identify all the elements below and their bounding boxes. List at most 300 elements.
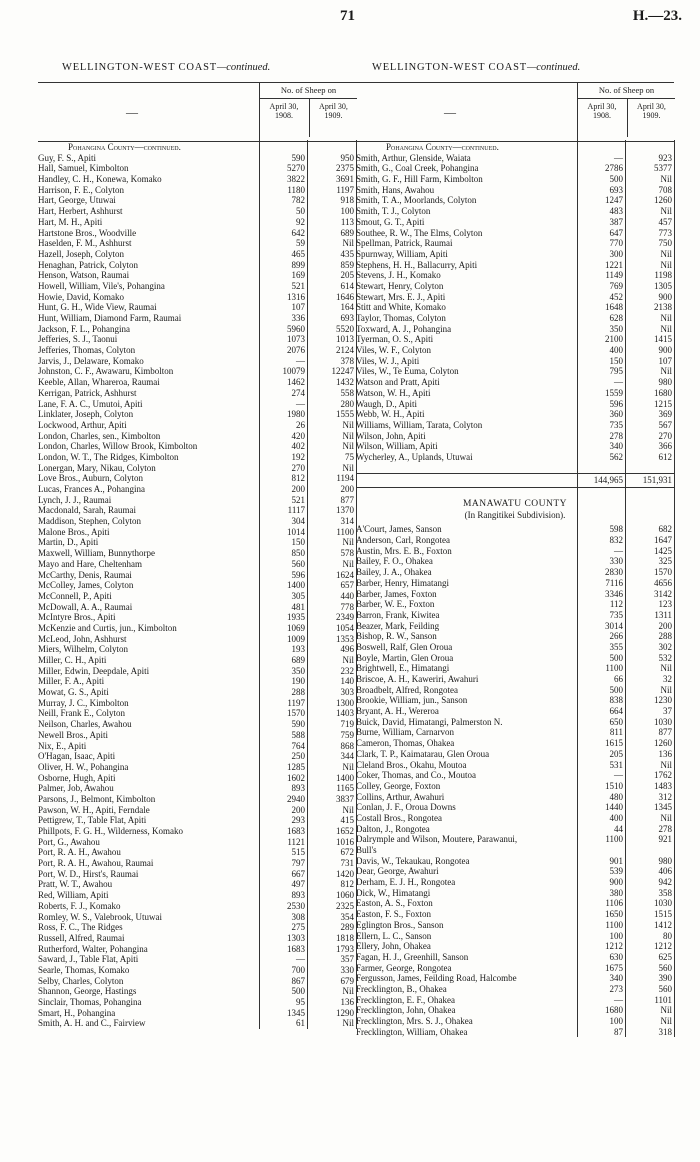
- sheep-1908-cell: 628: [609, 313, 623, 323]
- owner-name-cell: Jackson, F. L., Pohangina: [38, 323, 131, 334]
- sheep-1909-cell: 614: [340, 280, 354, 291]
- table-row: [38, 228, 356, 239]
- sheep-1908-cell: 500: [609, 652, 623, 663]
- table-row: [356, 749, 674, 760]
- table-row: [38, 324, 356, 335]
- owner-name-cell: Pratt, W. T., Awahou: [38, 879, 113, 890]
- sheep-1908-cell: 1316: [287, 291, 305, 302]
- sheep-1909-cell: 1194: [336, 473, 354, 484]
- sheep-1908-cell: 1400: [287, 580, 305, 591]
- table-row: [356, 599, 674, 610]
- sheep-1909-cell: 37: [663, 706, 672, 717]
- owner-name-cell: Keeble, Allan, Whareroa, Raumai: [38, 377, 160, 388]
- owner-name-cell: Broadbelt, Alfred, Rongotea: [356, 684, 458, 695]
- table-row: [356, 356, 674, 367]
- sheep-1909-cell: 366: [658, 441, 672, 452]
- table-row: [356, 888, 674, 899]
- owner-name-cell: Dear, George, Awahuri: [356, 866, 439, 877]
- table-row: [38, 912, 356, 923]
- sheep-1909-cell: 1353: [336, 633, 354, 644]
- sheep-1908-cell: 380: [609, 887, 623, 898]
- owner-name-cell: Port, R. A. H., Awahou: [38, 847, 121, 858]
- owner-name-cell: Brightwell, E., Himatangi: [356, 663, 450, 674]
- table-row: [38, 206, 356, 217]
- table-row: [356, 260, 674, 271]
- owner-name-cell: McColley, James, Colyton: [38, 580, 134, 591]
- table-row: [38, 655, 356, 666]
- sheep-1909-cell: Nil: [660, 259, 672, 270]
- sheep-1909-cell: 312: [658, 791, 672, 802]
- date-1908-header: April 30, 1908.: [587, 102, 617, 120]
- owner-name-cell: Davis, W., Tekaukau, Rongotea: [356, 855, 470, 866]
- sheep-1908-cell: 797: [291, 858, 305, 869]
- owner-name-cell: Colley, George, Foxton: [356, 780, 441, 791]
- sheep-1909-cell: 1345: [654, 802, 672, 813]
- sheep-1909-cell: 1412: [654, 919, 672, 930]
- column-rule: [625, 140, 626, 1037]
- table-row: [356, 546, 674, 557]
- sheep-1909-cell: 980: [658, 377, 672, 388]
- owner-name-cell: Watson and Pratt, Apiti: [356, 377, 440, 388]
- column-rule: [674, 140, 675, 1037]
- sheep-1908-cell: 340: [609, 973, 623, 984]
- table-row: [38, 741, 356, 752]
- sheep-1908-cell: —: [296, 398, 305, 409]
- sheep-1908-cell: 899: [291, 259, 305, 270]
- table-row: [38, 1018, 356, 1029]
- sheep-1908-cell: 1247: [605, 195, 623, 206]
- sheep-1908-cell: 1100: [605, 834, 623, 845]
- table-row: [38, 292, 356, 303]
- owner-name-cell: Romley, W. S., Valebrook, Utuwai: [38, 911, 162, 922]
- sheep-1909-cell: 1030: [654, 898, 672, 909]
- owner-name-cell: Handley, C. H., Konewa, Komako: [38, 174, 162, 185]
- owner-name-cell: Clark, T. P., Kaimatarau, Glen Oroua: [356, 748, 490, 759]
- owner-name-cell: Fergusson, James, Feilding Road, Halcombe: [356, 973, 517, 984]
- sheep-1908-cell: 100: [609, 1016, 623, 1026]
- sheep-1909-cell: 1370: [336, 505, 354, 516]
- table-row: [356, 706, 674, 717]
- sheep-1909-cell: 136: [658, 748, 672, 759]
- table-row: [38, 163, 356, 174]
- sheep-1909-cell: 435: [340, 248, 354, 259]
- sheep-1908-cell: 735: [609, 609, 623, 620]
- sheep-1908-cell: 44: [614, 823, 623, 834]
- table-row: [38, 334, 356, 345]
- sheep-1909-cell: 1432: [336, 377, 354, 388]
- sheep-1909-cell: 900: [658, 345, 672, 356]
- owner-name-cell: Osborne, Hugh, Apiti: [38, 772, 116, 783]
- date-1909-header: April 30, 1909.: [627, 98, 675, 137]
- sheep-1908-cell: 1675: [605, 962, 623, 973]
- sheep-1909-cell: 3691: [336, 174, 354, 185]
- sheep-1909-cell: 1260: [654, 738, 672, 749]
- sheep-1908-cell: 1462: [287, 377, 305, 388]
- table-row: [356, 535, 674, 546]
- sheep-1909-cell: Nil: [342, 430, 354, 441]
- sheep-1909-cell: 1420: [336, 868, 354, 879]
- sheep-1908-cell: 2530: [287, 900, 305, 911]
- sheep-1909-cell: 877: [340, 494, 354, 505]
- sheep-1908-cell: 5960: [287, 323, 305, 334]
- sheep-1908-cell: 192: [291, 451, 305, 462]
- sheep-1908-cell: 2100: [605, 334, 623, 345]
- sheep-1909-cell: 1300: [336, 697, 354, 708]
- sheep-1908-cell: 10079: [282, 366, 305, 377]
- table-row: [38, 484, 356, 495]
- owner-name-cell: Nix, E., Apiti: [38, 740, 87, 751]
- sheep-1908-cell: 590: [291, 719, 305, 730]
- table-row: [38, 933, 356, 944]
- sheep-1908-cell: 500: [291, 986, 305, 997]
- table-row: [356, 813, 674, 824]
- sheep-1908-cell: 1212: [605, 941, 623, 952]
- sheep-1909-cell: 708: [658, 184, 672, 195]
- owner-name-cell: Southee, R. W., The Elms, Colyton: [356, 227, 483, 238]
- sheep-1909-cell: 12247: [331, 366, 354, 377]
- sheep-1908-cell: —: [296, 954, 305, 965]
- sheep-1909-cell: Nil: [342, 419, 354, 430]
- sheep-1908-cell: 400: [609, 812, 623, 823]
- sheep-1908-cell: 150: [291, 537, 305, 548]
- owner-name-cell: Miers, Wilhelm, Colyton: [38, 644, 128, 655]
- owner-name-cell: Eglington Bros., Sanson: [356, 919, 444, 930]
- sheep-1909-cell: 923: [658, 152, 672, 163]
- sheep-1909-cell: 354: [340, 911, 354, 922]
- sheep-1909-cell: 1403: [336, 708, 354, 719]
- sheep-1908-cell: —: [614, 152, 623, 163]
- owner-name-cell: Webb, W. H., Apiti: [356, 409, 425, 420]
- sheep-1909-cell: 278: [658, 823, 672, 834]
- owner-name-cell: Frecklington, E. F., Ohakea: [356, 994, 456, 1005]
- owner-name-cell: Smith, G. F., Hill Farm, Kimbolton: [356, 174, 483, 185]
- table-row: [38, 356, 356, 367]
- table-row: [356, 727, 674, 738]
- sheep-1909-cell: 1425: [654, 545, 672, 556]
- owner-name-cell: Bailey, F. O., Ohakea: [356, 556, 433, 567]
- owner-name-cell: Smout, G. T., Apiti: [356, 216, 425, 227]
- owner-name-cell: Frecklington, B., Ohakea: [356, 983, 447, 994]
- sheep-1908-cell: 650: [609, 716, 623, 727]
- owner-name-cell: London, W. T., The Ridges, Kimbolton: [38, 451, 179, 462]
- owner-name-cell: Newell Bros., Apiti: [38, 729, 108, 740]
- sheep-1909-cell: 1311: [654, 609, 672, 620]
- table-row: [38, 537, 356, 548]
- owner-name-cell: A'Court, James, Sanson: [356, 524, 442, 535]
- county-heading: [356, 499, 674, 510]
- sheep-1908-cell: 893: [291, 890, 305, 901]
- sheep-1909-cell: 950: [340, 152, 354, 163]
- table-row: [38, 366, 356, 377]
- sheep-1909-cell: 344: [340, 751, 354, 762]
- sheep-1908-cell: 560: [291, 558, 305, 569]
- sheep-column-header: [259, 83, 357, 141]
- sheep-1909-cell: 1818: [336, 932, 354, 943]
- owner-name-cell: McKenzie and Curtis, jun., Kimbolton: [38, 622, 177, 633]
- owner-name-cell: Hunt, G. H., Wide View, Raumai: [38, 302, 157, 313]
- sheep-1909-cell: 689: [340, 227, 354, 238]
- owner-name-cell: Viles, W., Te Euma, Colyton: [356, 366, 459, 377]
- table-row: [38, 570, 356, 581]
- table-row: [356, 685, 674, 696]
- table-row: [356, 642, 674, 653]
- sheep-1908-cell: 764: [291, 740, 305, 751]
- sheep-1908-cell: 2940: [287, 793, 305, 804]
- sheep-1908-cell: 402: [291, 441, 305, 452]
- left-section-title: [62, 62, 270, 73]
- owner-name-cell: Port, R. A. H., Awahou, Raumai: [38, 858, 154, 869]
- owner-name-cell: McIntyre Bros., Apiti: [38, 612, 116, 623]
- sheep-1908-cell: 350: [291, 665, 305, 676]
- table-row: [38, 302, 356, 313]
- table-row: [38, 698, 356, 709]
- sheep-1908-cell: 539: [609, 866, 623, 877]
- sheep-1908-cell: 769: [609, 280, 623, 291]
- sheep-1908-cell: 50: [296, 206, 305, 217]
- owner-name-cell: Tyerman, O. S., Apiti: [356, 334, 434, 345]
- owner-name-cell: Love Bros., Auburn, Colyton: [38, 473, 143, 484]
- sheep-1909-cell: 1016: [336, 836, 354, 847]
- table-row: [38, 805, 356, 816]
- table-row: [356, 770, 674, 781]
- sheep-1909-cell: 625: [658, 951, 672, 962]
- sheep-1908-cell: 400: [609, 345, 623, 356]
- table-row: [356, 270, 674, 281]
- owner-name-cell: Port, W. D., Hirst's, Raumai: [38, 868, 139, 879]
- owner-name-cell: Smart, H., Pohangina: [38, 1007, 116, 1018]
- table-row: [38, 879, 356, 890]
- sheep-1908-cell: 667: [291, 868, 305, 879]
- owner-name-cell: Henson, Watson, Raumai: [38, 270, 130, 281]
- table-row: [38, 313, 356, 324]
- table-row: [356, 292, 674, 303]
- sheep-1908-cell: 500: [609, 174, 623, 185]
- table-row: [356, 409, 674, 420]
- sheep-1908-cell: 61: [296, 1018, 305, 1029]
- sheep-1909-cell: 657: [340, 580, 354, 591]
- sheep-1908-cell: 350: [609, 323, 623, 334]
- sheep-1908-cell: 562: [609, 451, 623, 462]
- table-row: [356, 621, 674, 632]
- page-number: 71: [340, 8, 355, 24]
- sheep-1908-cell: 795: [609, 366, 623, 377]
- county-heading-text: MANAWATU COUNTY: [462, 499, 568, 509]
- sheep-1908-cell: 598: [609, 524, 623, 535]
- table-row: [38, 976, 356, 987]
- owner-name-cell: Jarvis, J., Delaware, Komako: [38, 355, 144, 366]
- table-row: [38, 602, 356, 613]
- owner-name-cell: Hall, Samuel, Kimbolton: [38, 163, 129, 174]
- sheep-1908-cell: —: [614, 994, 623, 1005]
- table-row: [38, 238, 356, 249]
- sheep-1909-cell: 900: [658, 291, 672, 302]
- sheep-1909-cell: 415: [340, 815, 354, 826]
- owner-name-cell: Jefferies, Thomas, Colyton: [38, 345, 136, 356]
- owner-name-cell: Stevens, J. H., Komako: [356, 270, 441, 281]
- sheep-1908-cell: 689: [291, 655, 305, 665]
- sheep-1908-cell: 360: [609, 409, 623, 420]
- left-rows: [38, 142, 356, 1029]
- sheep-1908-cell: 735: [609, 419, 623, 430]
- owner-name-cell: London, Charles, Willow Brook, Kimbolton: [38, 441, 198, 452]
- sheep-1909-cell: 719: [340, 719, 354, 730]
- table-row: [356, 802, 674, 813]
- owner-name-cell: Neilson, Charles, Awahou: [38, 719, 132, 730]
- table-row: [356, 909, 674, 920]
- table-row: [38, 826, 356, 837]
- owner-name-cell: Frecklington, William, Ohakea: [356, 1026, 468, 1037]
- table-row: [38, 708, 356, 719]
- owner-name-cell: Smith, T. J., Colyton: [356, 206, 431, 217]
- sheep-1908-cell: 647: [609, 227, 623, 238]
- table-row: [356, 834, 674, 845]
- table-row: [356, 845, 674, 856]
- sheep-1909-cell: Nil: [342, 655, 354, 665]
- sheep-1908-cell: 59: [296, 238, 305, 249]
- sheep-1909-cell: 325: [658, 556, 672, 567]
- table-row: [356, 345, 674, 356]
- sub-heading-text: Pohangina County—continued.: [68, 142, 181, 152]
- county-subdivision: [356, 510, 674, 521]
- date-1908-header: April 30, 1908.: [269, 102, 299, 120]
- table-row: [356, 781, 674, 792]
- sheep-1908-cell: 355: [609, 641, 623, 652]
- sheep-1908-cell: 901: [609, 855, 623, 866]
- sheep-1909-cell: Nil: [660, 174, 672, 185]
- sheep-1909-cell: 5377: [654, 163, 672, 174]
- sheep-1909-cell: 303: [340, 687, 354, 698]
- owner-name-cell: Pettigrew, T., Table Flat, Apiti: [38, 815, 147, 826]
- sheep-1909-cell: 457: [658, 216, 672, 227]
- sheep-1909-cell: 1400: [336, 772, 354, 783]
- table-row: [356, 920, 674, 931]
- sheep-1908-cell: 531: [609, 759, 623, 770]
- sheep-1908-cell: 1180: [287, 184, 305, 195]
- sheep-1909-cell: 868: [340, 740, 354, 751]
- sheep-1908-cell: 2830: [605, 567, 623, 578]
- sheep-1908-cell: 200: [291, 484, 305, 494]
- owner-name-cell: McDowall, A. A., Raumai: [38, 601, 133, 612]
- table-row: [356, 206, 674, 217]
- table-row: [38, 281, 356, 292]
- sheep-1909-cell: 859: [340, 259, 354, 270]
- owner-name-cell: Smith, T. A., Moorlands, Colyton: [356, 195, 477, 206]
- sheep-1909-cell: Nil: [660, 313, 672, 323]
- sheep-1908-cell: 1014: [287, 526, 305, 537]
- sheep-1908-cell: 664: [609, 706, 623, 717]
- table-row: [356, 931, 674, 942]
- sheep-1908-cell: 700: [291, 964, 305, 975]
- table-row: [38, 153, 356, 164]
- table-row: [38, 345, 356, 356]
- sheep-1908-cell: 500: [609, 684, 623, 695]
- owner-name-cell: Wycherley, A., Uplands, Utuwai: [356, 451, 473, 462]
- sheep-1908-cell: 340: [609, 441, 623, 452]
- owner-name-cell: Viles, W. F., Colyton: [356, 345, 432, 356]
- sheep-1909-cell: 731: [340, 858, 354, 869]
- sheep-label: No. of Sheep on: [280, 85, 337, 95]
- sheep-1908-cell: 169: [291, 270, 305, 281]
- table-row: [38, 634, 356, 645]
- sheep-1908-cell: 250: [291, 751, 305, 762]
- sheep-1908-cell: 3822: [287, 174, 305, 185]
- sheep-1908-cell: 1510: [605, 780, 623, 791]
- owner-name-cell: Howell, William, Vile's, Pohangina: [38, 280, 165, 291]
- owner-name-cell: Smith, G., Coal Creek, Pohangina: [356, 163, 479, 174]
- sheep-1908-cell: 480: [609, 791, 623, 802]
- table-row: [38, 249, 356, 260]
- owner-name-cell: Sinclair, Thomas, Pohangina: [38, 997, 142, 1007]
- sheep-1909-cell: 136: [340, 997, 354, 1007]
- right-table-header: [356, 82, 674, 142]
- owner-name-cell: Hartstone Bros., Woodville: [38, 227, 137, 238]
- owner-name-cell: Murray, J. C., Kimbolton: [38, 697, 129, 708]
- sheep-1908-cell: 812: [291, 473, 305, 484]
- owner-name-cell: Barber, Henry, Himatangi: [356, 577, 450, 588]
- sheep-1909-cell: 1030: [654, 716, 672, 727]
- sheep-1909-cell: 2138: [654, 302, 672, 313]
- table-row: [356, 238, 674, 249]
- table-row: [38, 612, 356, 623]
- sheep-1909-cell: 140: [340, 676, 354, 687]
- sheep-1908-cell: 465: [291, 248, 305, 259]
- table-row: [38, 270, 356, 281]
- sheep-1908-cell: 1069: [287, 622, 305, 633]
- table-row: [38, 751, 356, 762]
- owner-name-cell: Frecklington, John, Ohakea: [356, 1005, 456, 1016]
- sheep-1908-cell: 483: [609, 206, 623, 217]
- table-row: [38, 858, 356, 869]
- sheep-1908-cell: 1117: [287, 505, 305, 516]
- sheep-1908-cell: 1197: [287, 697, 305, 708]
- county-subdivision-text: (In Rangitikei Subdivision).: [464, 509, 566, 520]
- table-row: [356, 185, 674, 196]
- sheep-1909-cell: 302: [658, 641, 672, 652]
- table-row: [356, 174, 674, 185]
- owner-name-cell: Maxwell, William, Bunnythorpe: [38, 548, 155, 559]
- owner-name-cell: Easton, F. S., Foxton: [356, 909, 432, 920]
- sheep-1908-cell: 1100: [605, 663, 623, 674]
- sheep-1908-cell: 1073: [287, 334, 305, 345]
- owner-name-cell: Conlan, J. F., Oroua Downs: [356, 802, 456, 813]
- sheep-1909-cell: Nil: [342, 804, 354, 815]
- table-row: [38, 837, 356, 848]
- table-row: [38, 195, 356, 206]
- table-row: [356, 377, 674, 388]
- sheep-1908-cell: 838: [609, 695, 623, 706]
- sheep-1909-cell: 113: [340, 216, 354, 227]
- sheep-1909-cell: 1652: [336, 826, 354, 836]
- table-row: [356, 674, 674, 685]
- total-1909: 151,931: [642, 475, 672, 486]
- owner-name-cell: Hart, George, Utuwai: [38, 195, 116, 206]
- table-row: [38, 431, 356, 442]
- table-row: [38, 847, 356, 858]
- sheep-1909-cell: Nil: [342, 537, 354, 548]
- owner-name-cell: Taylor, Thomas, Colyton: [356, 313, 446, 323]
- sub-heading: [356, 142, 674, 153]
- sheep-1909-cell: 921: [658, 834, 672, 845]
- sheep-1908-cell: 7116: [605, 577, 623, 588]
- sheep-1909-cell: 205: [340, 270, 354, 281]
- owner-name-cell: Lynch, J. J., Raumai: [38, 494, 112, 505]
- sheep-1909-cell: 560: [658, 962, 672, 973]
- sub-heading: [38, 142, 356, 153]
- date-1909-header: April 30, 1909.: [309, 98, 357, 137]
- table-row: [356, 334, 674, 345]
- sheep-1908-cell: 200: [291, 804, 305, 815]
- sheep-1908-cell: 588: [291, 729, 305, 740]
